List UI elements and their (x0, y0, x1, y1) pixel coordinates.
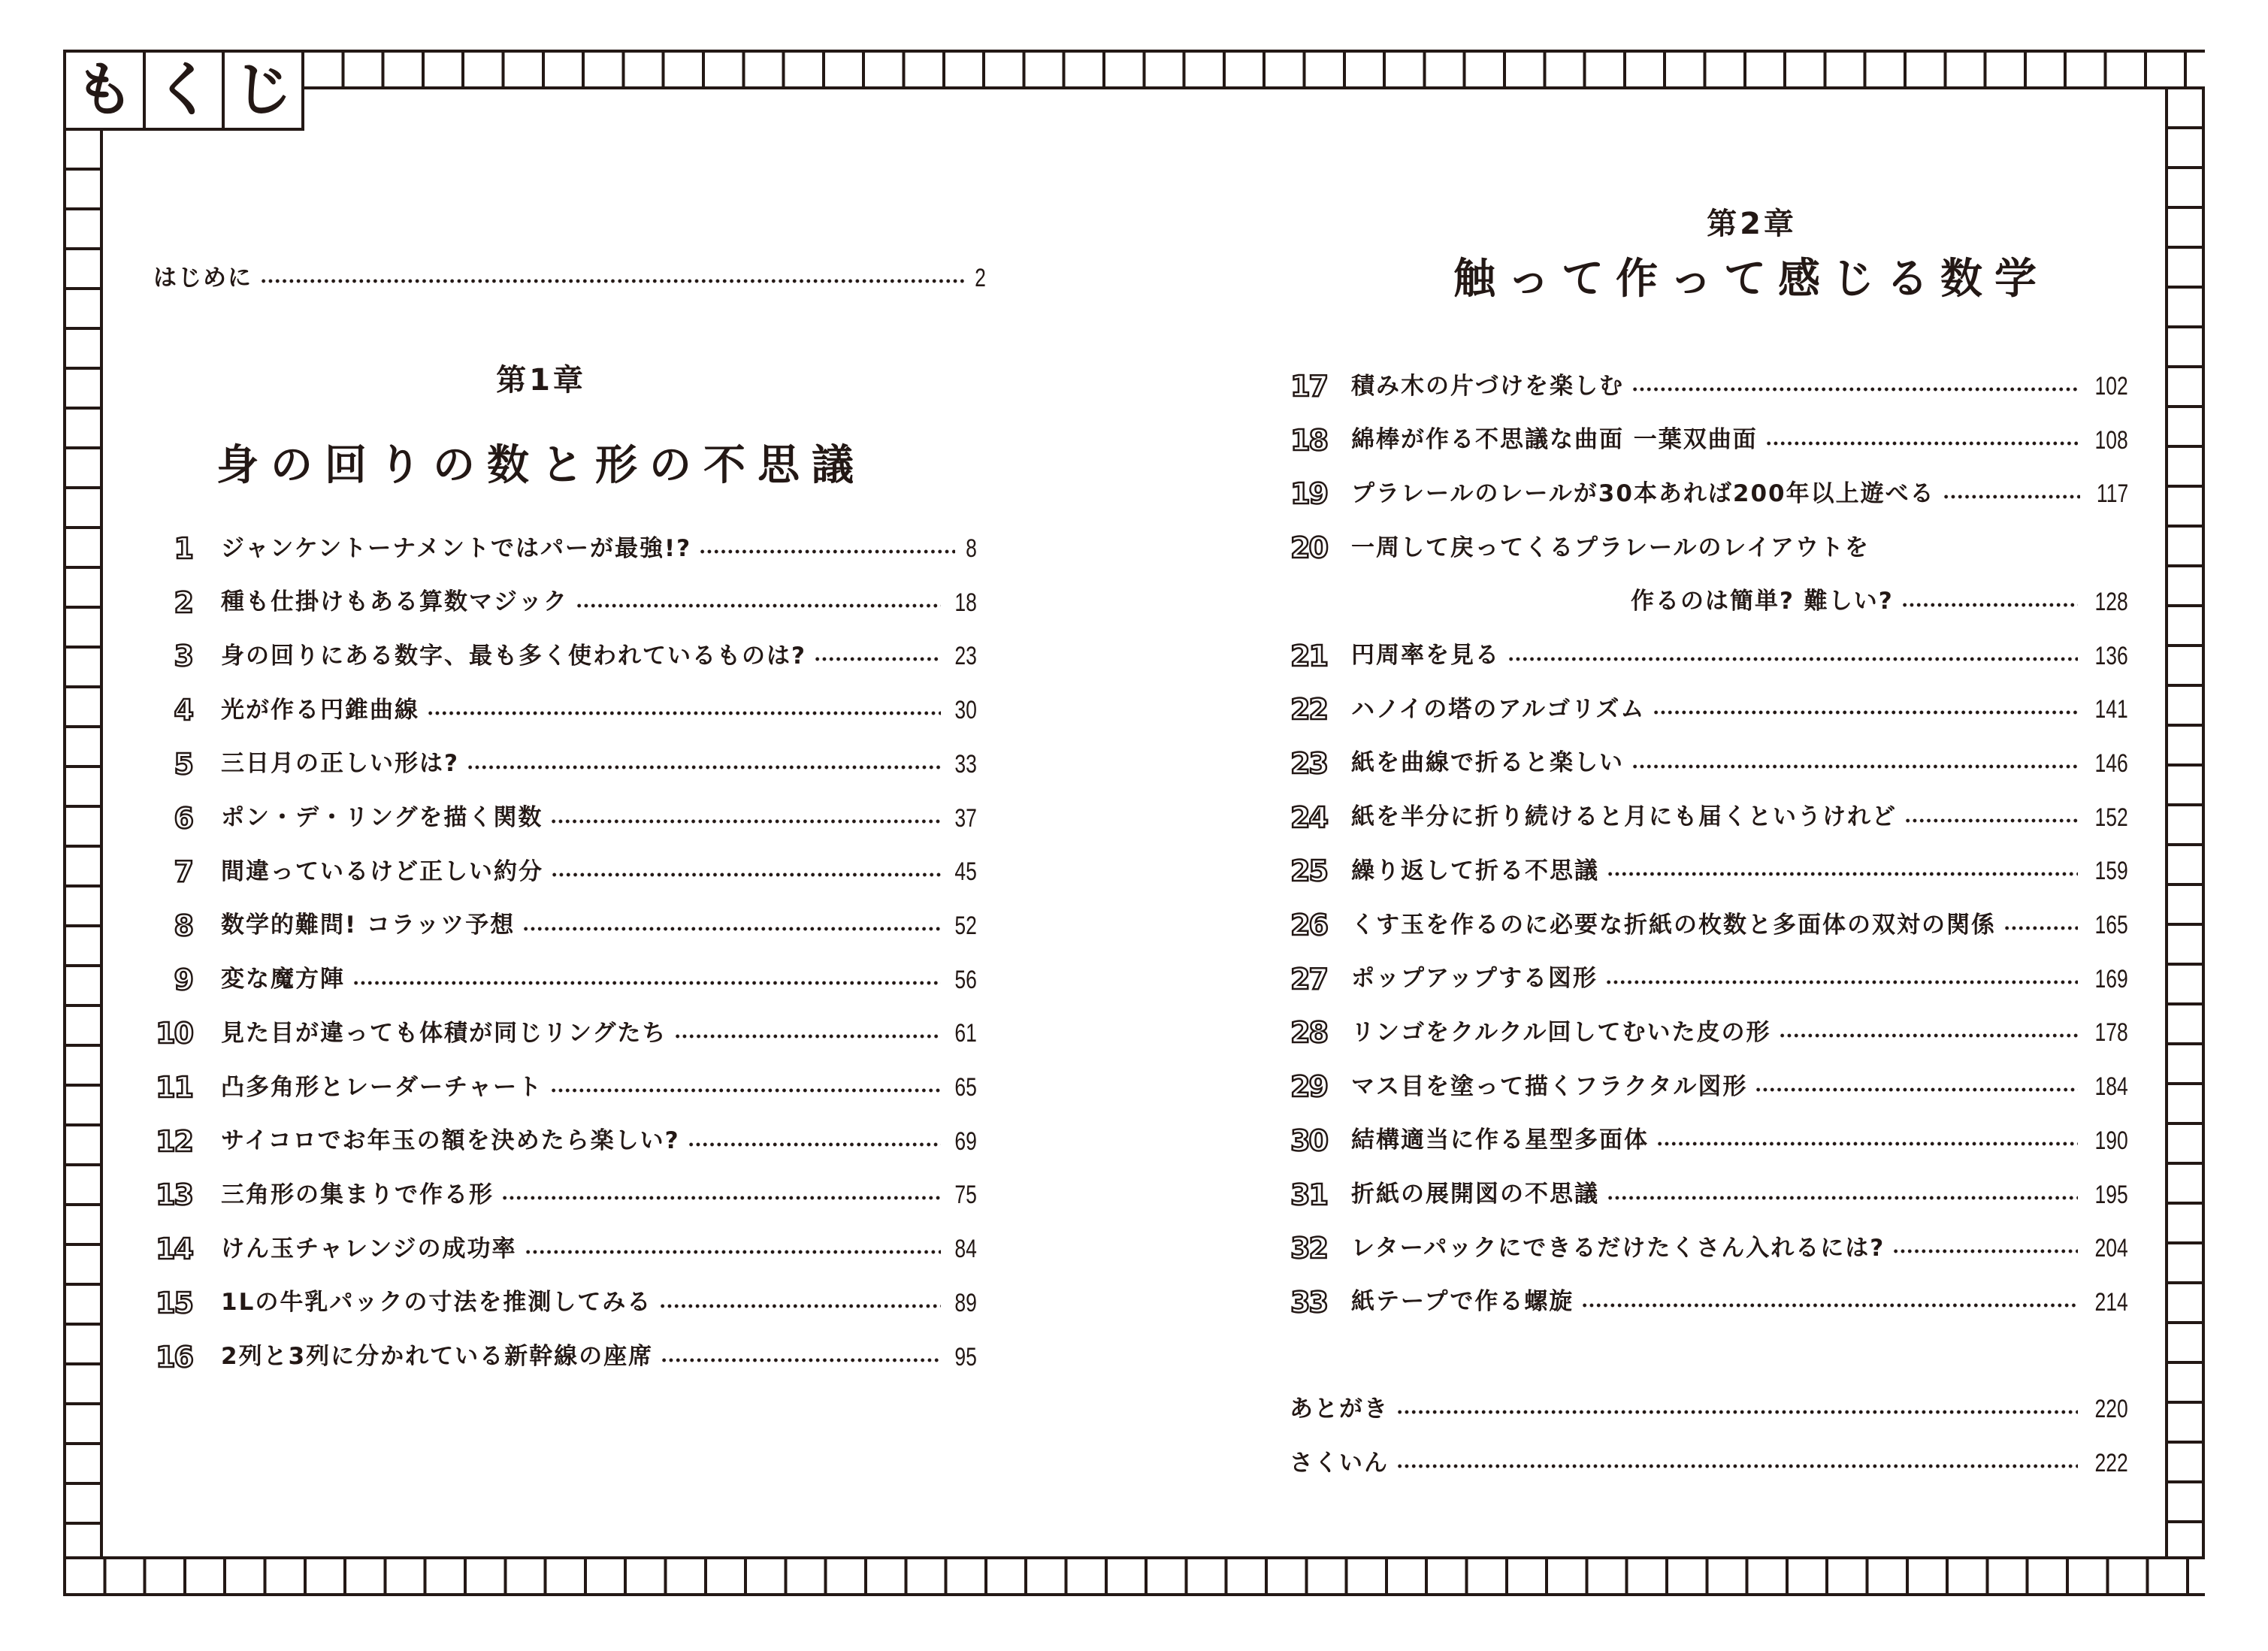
chapter-number: 1 (174, 532, 192, 565)
chapter-number: 4 (174, 694, 192, 727)
entry-title: 紙テープで作る螺旋 (1351, 1288, 1574, 1316)
dot-leader (814, 657, 941, 661)
page-number: 159 (2094, 857, 2128, 886)
entry-title: 数学的難問! コラッツ予想 (221, 912, 516, 939)
toc-entry[interactable] (147, 688, 977, 733)
entry-title: 種も仕掛けもある算数マジック (221, 588, 568, 616)
chapter-number: 30 (1290, 1123, 1327, 1157)
chapter-number: 7 (174, 855, 192, 889)
toc-entry[interactable] (147, 957, 977, 1002)
page-number: 84 (954, 1235, 977, 1264)
entry-title: 一周して戻ってくるプラレールのレイアウトを (1351, 534, 1870, 561)
chapter-number: 29 (1290, 1070, 1327, 1104)
chapter-number: 25 (1290, 854, 1327, 888)
page-number: 56 (954, 965, 977, 994)
chapter-number: 6 (174, 801, 192, 835)
page-number: 75 (954, 1181, 977, 1210)
entry-title: 紙を曲線で折ると楽しい (1351, 749, 1624, 777)
dot-leader (1901, 603, 2079, 607)
entry-title: さくいん (1290, 1449, 1389, 1477)
chapter-2-title: 触って作って感じる数学 (1453, 255, 2049, 304)
entry-title: 三日月の正しい形は? (221, 750, 459, 778)
toc-entry[interactable] (147, 903, 977, 948)
page-number: 52 (954, 911, 977, 940)
toc-entry-continuation[interactable] (1631, 579, 2128, 624)
toc-heading-char: じ (234, 56, 293, 124)
chapter-number: 17 (1290, 370, 1327, 403)
toc-entry[interactable] (147, 796, 977, 841)
dot-leader (1656, 1141, 2078, 1146)
chapter-number: 28 (1290, 1016, 1327, 1050)
dot-leader (550, 819, 941, 824)
chapter-number: 24 (1290, 800, 1327, 834)
entry-title: リンゴをクルクル回してむいた皮の形 (1351, 1018, 1771, 1046)
page-number: 23 (954, 642, 977, 671)
entry-title: 間違っているけど正しい約分 (221, 857, 543, 885)
chapter-number: 26 (1290, 909, 1327, 942)
page-number: 30 (954, 696, 977, 725)
toc-entry[interactable] (1281, 1118, 2128, 1163)
page-number: 136 (2094, 641, 2128, 670)
chapter-number: 33 (1290, 1285, 1327, 1319)
page-number: 165 (2094, 911, 2128, 939)
toc-entry[interactable] (1290, 1441, 2128, 1486)
entry-title: 紙を半分に折り続けると月にも届くというけれど (1351, 803, 1897, 831)
dot-leader (1631, 387, 2078, 392)
entry-title: 凸多角形とレーダーチャート (221, 1073, 543, 1101)
page-number: 2 (975, 264, 986, 292)
entry-title: ハノイの塔のアルゴリズム (1351, 695, 1646, 723)
dot-leader (1755, 1087, 2078, 1092)
toc-entry[interactable] (1281, 1172, 2128, 1217)
page-number: 45 (954, 857, 977, 887)
dot-leader (1607, 1196, 2078, 1200)
dot-leader (260, 279, 964, 283)
page-number: 37 (954, 803, 977, 833)
page-number: 117 (2096, 479, 2128, 509)
toc-entry[interactable] (147, 849, 977, 894)
chapter-number: 5 (174, 747, 192, 781)
entry-title: プラレールのレールが30本あれば200年以上遊べる (1351, 479, 1935, 507)
dot-leader (1396, 1464, 2078, 1468)
frame-top-border (301, 50, 2205, 89)
chapter-number: 8 (174, 909, 192, 942)
toc-entry[interactable] (147, 633, 977, 679)
page-number: 33 (954, 749, 977, 779)
toc-entry[interactable] (1281, 364, 2128, 409)
entry-title: レターパックにできるだけたくさん入れるには? (1351, 1234, 1885, 1262)
page-number: 190 (2094, 1126, 2128, 1155)
page-number: 69 (954, 1126, 977, 1156)
toc-entry[interactable] (147, 1011, 977, 1056)
dot-leader (1653, 710, 2078, 715)
entry-title: 見た目が違っても体積が同じリングたち (221, 1019, 667, 1047)
entry-title: 1Lの牛乳パックの寸法を推測してみる (221, 1289, 652, 1317)
entry-title-continuation: 作るのは簡単? 難しい? (1631, 588, 1894, 615)
page-number: 178 (2094, 1018, 2128, 1048)
chapter-number: 2 (174, 585, 192, 619)
entry-title: くす玉を作るのに必要な折紙の枚数と多面体の双対の関係 (1351, 911, 1996, 939)
dot-leader (1892, 1249, 2078, 1253)
page-number: 146 (2094, 748, 2128, 778)
chapter-number: 32 (1290, 1232, 1327, 1265)
toc-entry[interactable] (1281, 633, 2128, 679)
toc-entry[interactable] (1281, 525, 2128, 570)
chapter-number: 13 (156, 1178, 192, 1212)
dot-leader (659, 1304, 941, 1308)
dot-leader (1605, 980, 2078, 984)
toc-entry[interactable] (1281, 795, 2128, 840)
entry-title: ジャンケントーナメントではパーが最強!? (221, 534, 692, 562)
page-number: 128 (2094, 587, 2128, 616)
toc-entry-intro[interactable] (153, 256, 986, 301)
chapter-1-title: 身の回りの数と形の不思議 (216, 441, 866, 490)
page-number: 204 (2094, 1234, 2128, 1263)
chapter-number: 19 (1290, 477, 1327, 511)
chapter-number: 3 (174, 640, 192, 673)
dot-leader (467, 765, 941, 770)
dot-leader (661, 1358, 941, 1362)
chapter-number: 11 (156, 1071, 192, 1104)
frame-bottom-border (63, 1556, 2205, 1596)
chapter-number: 9 (174, 963, 192, 996)
frame-left-border (63, 128, 103, 1559)
dot-leader (551, 872, 941, 877)
dot-leader (522, 927, 941, 931)
page-number: 18 (954, 588, 977, 617)
toc-entry[interactable] (1281, 418, 2128, 463)
chapter-number: 18 (1290, 423, 1327, 457)
chapter-number: 16 (156, 1340, 192, 1374)
toc-heading (63, 50, 304, 131)
page-number: 61 (954, 1019, 977, 1048)
toc-entry[interactable] (1281, 848, 2128, 894)
toc-entry[interactable] (147, 1281, 977, 1326)
entry-title: 円周率を見る (1351, 642, 1500, 669)
entry-title: 綿棒が作る不思議な曲面 一葉双曲面 (1351, 426, 1758, 454)
entry-title: 三角形の集まりで作る形 (221, 1181, 494, 1208)
entry-title: 積み木の片づけを楽しむ (1351, 372, 1624, 400)
page-number: 222 (2094, 1449, 2128, 1477)
dot-leader (352, 981, 941, 985)
dot-leader (1607, 872, 2078, 876)
page-number: 65 (954, 1073, 977, 1102)
chapter-number: 15 (156, 1286, 192, 1320)
dot-leader (2003, 926, 2078, 930)
chapter-number: 10 (156, 1017, 192, 1051)
page-number: 184 (2094, 1072, 2128, 1102)
dot-leader (1507, 657, 2078, 661)
entry-title: 折紙の展開図の不思議 (1351, 1181, 1599, 1208)
dot-leader (550, 1088, 941, 1093)
entry-title: マス目を塗って描くフラクタル図形 (1351, 1072, 1748, 1100)
page-number: 108 (2094, 425, 2128, 455)
chapter-number: 27 (1290, 962, 1327, 996)
dot-leader (427, 711, 941, 715)
dot-leader (688, 1142, 942, 1147)
chapter-number: 23 (1290, 746, 1327, 780)
page-number: 152 (2094, 803, 2128, 832)
frame-right-border (2165, 86, 2205, 1559)
dot-leader (1631, 764, 2078, 769)
toc-entry[interactable] (1281, 1064, 2128, 1109)
chapter-1-label: 第1章 (496, 363, 586, 398)
entry-title: 変な魔方陣 (221, 966, 345, 993)
toc-entry[interactable] (1281, 471, 2128, 516)
toc-entry[interactable] (1290, 1386, 2128, 1432)
dot-leader (576, 603, 941, 608)
page-number: 220 (2094, 1395, 2128, 1423)
entry-title: 身の回りにある数字、最も多く使われているものは? (221, 642, 806, 670)
toc-entry[interactable] (1281, 957, 2128, 1002)
dot-leader (525, 1250, 942, 1254)
toc-heading-char: も (66, 53, 146, 128)
entry-title: サイコロでお年玉の額を決めたら楽しい? (221, 1127, 680, 1155)
entry-title: ポップアップする図形 (1351, 965, 1598, 993)
toc-entry[interactable] (147, 742, 977, 787)
dot-leader (674, 1034, 941, 1039)
toc-entry[interactable] (147, 1226, 977, 1272)
toc-entry[interactable] (1281, 903, 2128, 948)
chapter-number: 12 (156, 1124, 192, 1158)
page-number: 102 (2094, 372, 2128, 401)
dot-leader (1396, 1410, 2078, 1414)
entry-title: あとがき (1290, 1395, 1389, 1423)
page-number: 214 (2094, 1287, 2128, 1317)
page-number: 8 (966, 534, 977, 563)
dot-leader (1943, 494, 2080, 499)
chapter-number: 21 (1290, 639, 1327, 673)
dot-leader (1765, 441, 2078, 446)
toc-entry[interactable] (1281, 687, 2128, 732)
page-number: 95 (954, 1342, 977, 1371)
entry-title: 繰り返して折る不思議 (1351, 857, 1599, 884)
toc-entry[interactable] (147, 1172, 977, 1217)
toc-entry[interactable] (1281, 1280, 2128, 1325)
dot-leader (1904, 818, 2078, 823)
toc-entry[interactable] (147, 526, 977, 571)
chapter-number: 31 (1290, 1178, 1327, 1211)
toc-entry[interactable] (1281, 1226, 2128, 1271)
toc-entry[interactable] (147, 1335, 977, 1380)
page-number: 89 (954, 1288, 977, 1317)
entry-title: 光が作る円錐曲線 (221, 696, 419, 724)
toc-entry[interactable] (147, 1119, 977, 1164)
toc-entry[interactable] (1281, 1010, 2128, 1055)
toc-entry[interactable] (147, 580, 977, 625)
chapter-2-label: 第2章 (1707, 207, 1797, 241)
page-number: 169 (2094, 964, 2128, 993)
chapter-number: 14 (156, 1232, 192, 1266)
page-number: 195 (2094, 1180, 2128, 1209)
page-number: 141 (2094, 695, 2128, 724)
toc-heading-char: く (146, 53, 225, 128)
dot-leader (501, 1196, 941, 1200)
entry-title: はじめに (153, 264, 253, 292)
dot-leader (699, 549, 955, 554)
entry-title: ポン・デ・リングを描く関数 (221, 804, 543, 831)
dot-leader (1581, 1303, 2078, 1308)
entry-title: 結構適当に作る星型多面体 (1351, 1126, 1649, 1154)
entry-title: けん玉チャレンジの成功率 (221, 1235, 517, 1262)
chapter-number: 20 (1290, 531, 1327, 565)
toc-entry[interactable] (147, 1065, 977, 1110)
entry-title: 2列と3列に分かれている新幹線の座席 (221, 1343, 654, 1370)
toc-entry[interactable] (1281, 741, 2128, 786)
dot-leader (1779, 1033, 2079, 1038)
chapter-number: 22 (1290, 693, 1327, 727)
